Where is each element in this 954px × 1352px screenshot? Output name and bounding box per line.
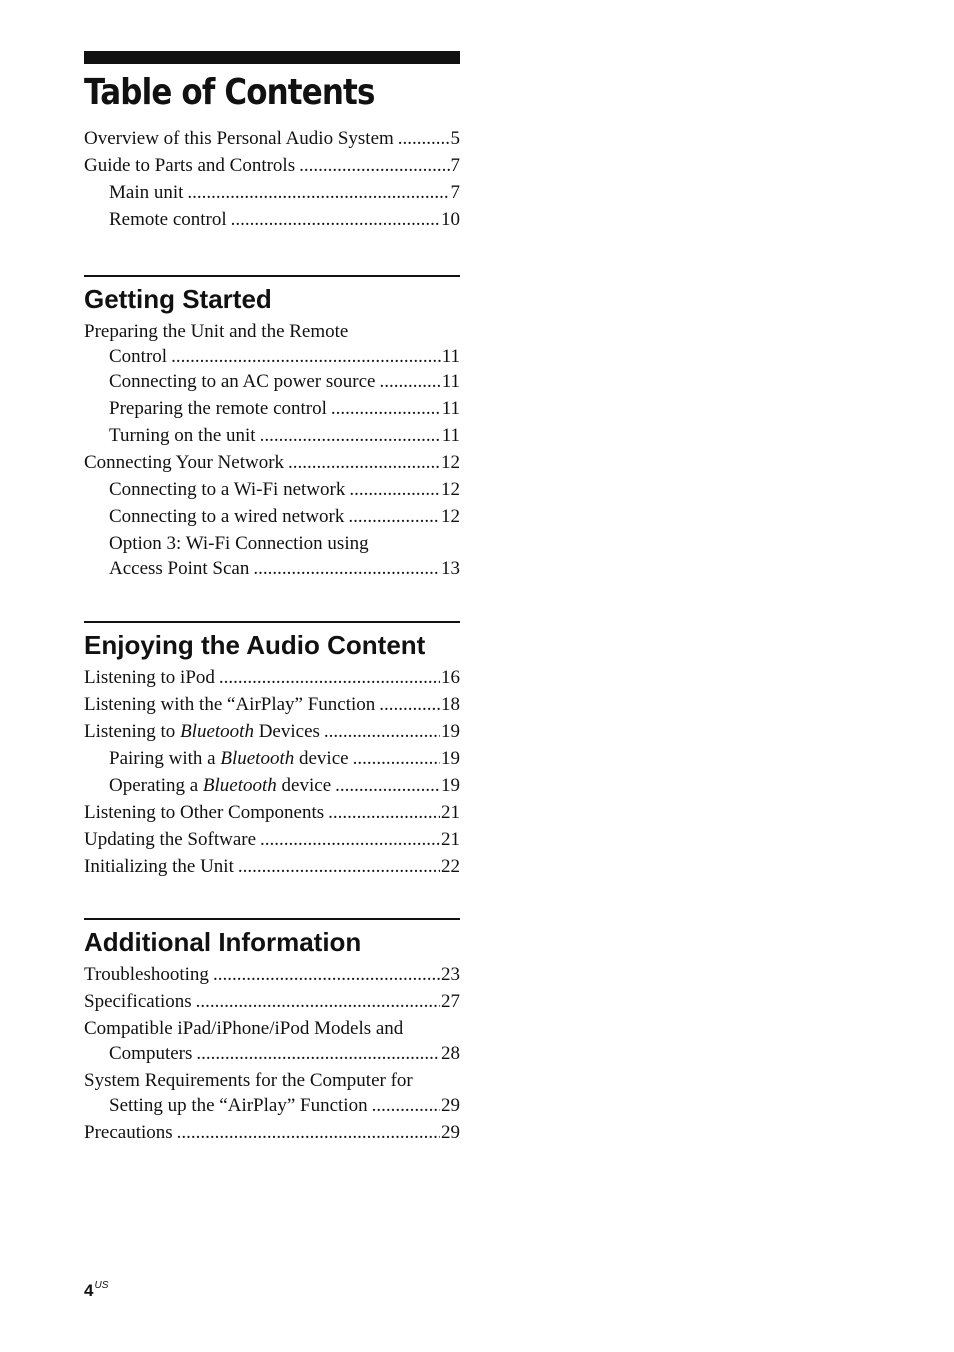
toc-entry[interactable]: Guide to Parts and Controls ..... 7	[84, 153, 460, 178]
toc-entry[interactable]: Listening to iPod ..... 16	[84, 665, 460, 690]
toc-entry[interactable]: Listening with the “AirPlay” Function ..... 18	[84, 692, 460, 717]
toc-entry[interactable]: Computers ..... 28	[84, 1041, 460, 1066]
section-title: Getting Started	[84, 284, 272, 314]
toc-entry[interactable]: Main unit ..... 7	[84, 180, 460, 205]
toc-entry[interactable]: Remote control ..... 10	[84, 207, 460, 232]
toc-entry[interactable]: Operating a Bluetooth device ..... 19	[84, 773, 460, 798]
toc-entry[interactable]: Initializing the Unit ..... 22	[84, 854, 460, 879]
toc-entry[interactable]: Connecting to a Wi-Fi network ..... 12	[84, 477, 460, 502]
toc-entry[interactable]: Connecting to a wired network ..... 12	[84, 504, 460, 529]
toc-entry[interactable]: Troubleshooting ..... 23	[84, 962, 460, 987]
toc-entry[interactable]: Specifications ..... 27	[84, 989, 460, 1014]
toc-entry[interactable]: Access Point Scan ..... 13	[84, 556, 460, 581]
toc-entry[interactable]: Updating the Software ..... 21	[84, 827, 460, 852]
section-title: Enjoying the Audio Content	[84, 630, 426, 660]
section-enjoying-audio	[84, 621, 460, 881]
intro-entries	[84, 126, 460, 232]
toc-entry[interactable]: Compatible iPad/iPhone/iPod Models and	[84, 1018, 404, 1039]
section-rule	[84, 918, 460, 920]
toc-entry[interactable]: Turning on the unit ..... 11	[84, 423, 460, 448]
page-title: Table of Contents	[84, 72, 375, 113]
toc-entry[interactable]: Overview of this Personal Audio System ..... 5	[84, 126, 460, 151]
toc-entry[interactable]: Connecting to an AC power source ..... 11	[84, 369, 460, 394]
toc-entry[interactable]: Listening to Bluetooth Devices ..... 19	[84, 719, 460, 744]
toc-entry[interactable]: System Requirements for the Computer for	[84, 1070, 413, 1091]
toc-entry[interactable]: Control ..... 11	[84, 344, 460, 369]
toc-entry[interactable]: Preparing the remote control ..... 11	[84, 396, 460, 421]
section-additional-information	[84, 918, 460, 1147]
section-title: Additional Information	[84, 927, 362, 957]
toc-entry[interactable]: Pairing with a Bluetooth device ..... 19	[84, 746, 460, 771]
toc-entry[interactable]: Option 3: Wi-Fi Connection using	[109, 533, 369, 554]
toc-entry[interactable]: Setting up the “AirPlay” Function ..... 29	[84, 1093, 460, 1118]
section-rule	[84, 621, 460, 623]
toc-entry[interactable]: Preparing the Unit and the Remote	[84, 321, 349, 342]
toc-entry[interactable]: Connecting Your Network ..... 12	[84, 450, 460, 475]
section-rule	[84, 275, 460, 277]
page-number: $4^{US}$	[84, 1280, 109, 1300]
section-getting-started	[84, 275, 460, 581]
toc-header	[84, 51, 460, 234]
toc-entry[interactable]: Listening to Other Components ..... 21	[84, 800, 460, 825]
heading-rule	[84, 51, 460, 64]
toc-entry[interactable]: Precautions ..... 29	[84, 1120, 460, 1145]
